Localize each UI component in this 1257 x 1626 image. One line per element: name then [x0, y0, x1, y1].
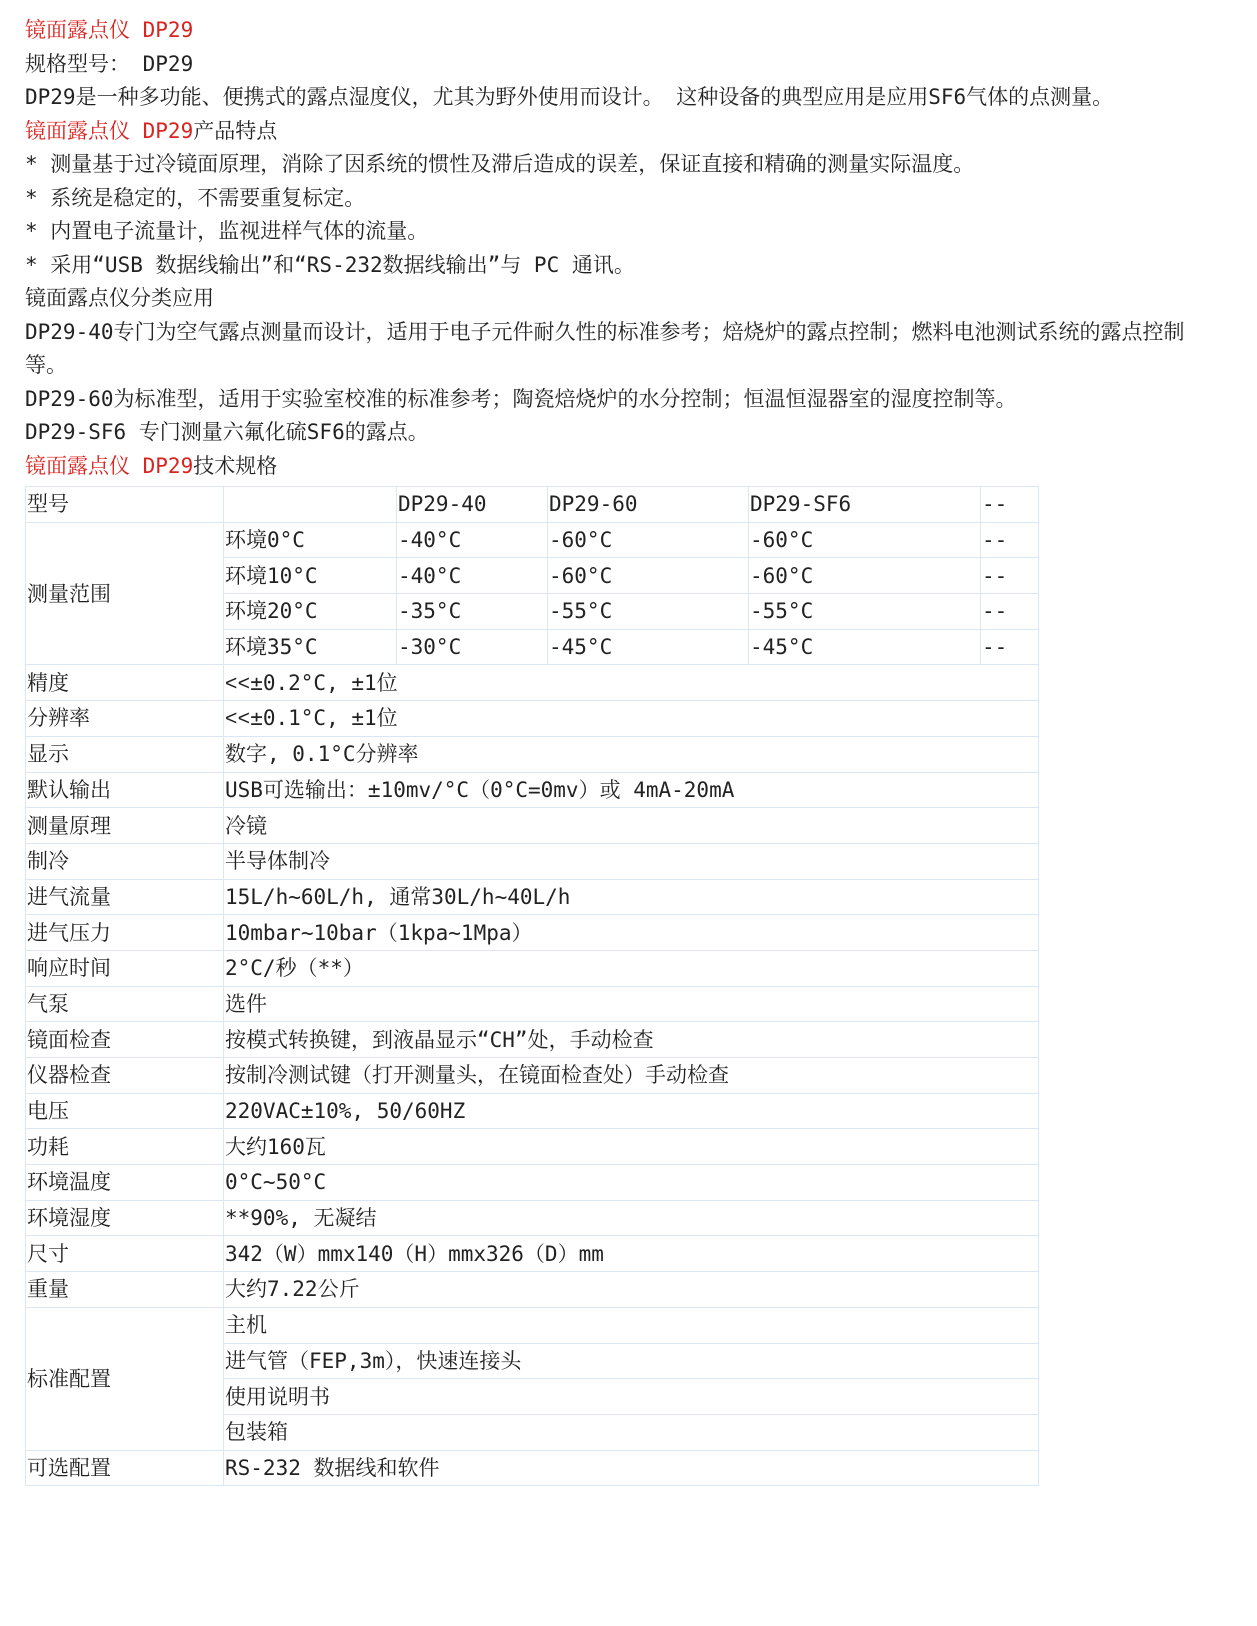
row-label: 测量原理: [26, 808, 224, 844]
row-label: 默认输出: [26, 772, 224, 808]
row-value: ˂˂±0.2°C, ±1位: [224, 665, 1039, 701]
feature-item: * 采用“USB 数据线输出”和“RS-232数据线输出”与 PC 通讯。: [25, 252, 635, 277]
row-value: **90%, 无凝结: [224, 1200, 1039, 1236]
row-value: 大约7.22公斤: [224, 1272, 1039, 1308]
specs-heading-text: 技术规格: [193, 453, 278, 478]
application-item: DP29-60为标准型，适用于实验室校准的标准参考；陶瓷焙烧炉的水分控制；恒温恒湿器室的湿度控制等。: [25, 386, 1017, 411]
table-row: [26, 1165, 1039, 1201]
row-label: 制冷: [26, 843, 224, 879]
spec-table: [25, 486, 1039, 1486]
features-heading-text: 产品特点: [193, 118, 278, 143]
row-value: 10mbar~10bar（1kpa~1Mpa）: [224, 915, 1039, 951]
table-row: [26, 1272, 1039, 1308]
table-row: [26, 1236, 1039, 1272]
row-label: 显示: [26, 736, 224, 772]
range-label-cell: 测量范围: [26, 522, 224, 665]
row-value: 冷镜: [224, 808, 1039, 844]
header-cell: DP29-SF6: [749, 487, 981, 523]
config-item: 进气管（FEP,3m），快速连接头: [224, 1343, 1039, 1379]
header-cell: --: [981, 487, 1039, 523]
table-cell: -60°C: [749, 558, 981, 594]
row-label: 精度: [26, 665, 224, 701]
row-label: 分辨率: [26, 701, 224, 737]
table-cell: -55°C: [749, 594, 981, 630]
table-row: [26, 772, 1039, 808]
table-cell: -60°C: [548, 522, 749, 558]
feature-item: * 内置电子流量计，监视进样气体的流量。: [25, 219, 429, 243]
row-value: 大约160瓦: [224, 1129, 1039, 1165]
table-cell: -45°C: [548, 629, 749, 665]
row-value: 220VAC±10%, 50/60HZ: [224, 1093, 1039, 1129]
table-cell: --: [981, 558, 1039, 594]
table-cell: --: [981, 594, 1039, 630]
row-value: 按制冷测试键（打开测量头，在镜面检查处）手动检查: [224, 1058, 1039, 1094]
feature-item: * 系统是稳定的，不需要重复标定。: [25, 185, 366, 210]
table-cell: -55°C: [548, 594, 749, 630]
row-label: 进气流量: [26, 879, 224, 915]
table-cell: -30°C: [397, 629, 548, 665]
row-label: 重量: [26, 1272, 224, 1308]
table-cell: 环境20°C: [224, 594, 397, 630]
table-cell: -35°C: [397, 594, 548, 630]
table-row: [26, 950, 1039, 986]
table-row: [26, 915, 1039, 951]
table-row: [26, 1093, 1039, 1129]
table-row: [26, 665, 1039, 701]
row-label: 电压: [26, 1093, 224, 1129]
table-row: [26, 1200, 1039, 1236]
table-row: [26, 1058, 1039, 1094]
table-row: [26, 736, 1039, 772]
header-cell: 型号: [26, 487, 224, 523]
row-label: 镜面检查: [26, 1022, 224, 1058]
row-value: 342（W）mmx140（H）mmx326（D）mm: [224, 1236, 1039, 1272]
model-line: 规格型号： DP29: [25, 51, 194, 76]
table-cell: -40°C: [397, 558, 548, 594]
config-item: 主机: [224, 1307, 1039, 1343]
row-label: 响应时间: [26, 950, 224, 986]
table-cell: 环境10°C: [224, 558, 397, 594]
row-value: ˂˂±0.1°C, ±1位: [224, 701, 1039, 737]
table-row: [26, 808, 1039, 844]
table-row: [26, 986, 1039, 1022]
applications-heading: 镜面露点仪分类应用: [25, 286, 214, 310]
table-row: [26, 701, 1039, 737]
row-value: 半导体制冷: [224, 843, 1039, 879]
header-cell: DP29-60: [548, 487, 749, 523]
table-row: [26, 1129, 1039, 1165]
header-cell: DP29-40: [397, 487, 548, 523]
table-cell: 环境0°C: [224, 522, 397, 558]
table-cell: -60°C: [548, 558, 749, 594]
table-cell: 环境35°C: [224, 629, 397, 665]
config-item: 包装箱: [224, 1414, 1039, 1450]
table-cell: --: [981, 629, 1039, 665]
table-cell: -45°C: [749, 629, 981, 665]
table-header-row: [26, 487, 1039, 523]
row-value: 数字, 0.1°C分辨率: [224, 736, 1039, 772]
table-row: [26, 1450, 1039, 1486]
application-item: DP29-40专门为空气露点测量而设计，适用于电子元件耐久性的标准参考；焙烧炉的露点控制；燃料电池测试系统的露点控制等。: [25, 319, 1185, 377]
row-value: 2°C/秒（**）: [224, 950, 1039, 986]
config-label-cell: 标准配置: [26, 1307, 224, 1450]
row-label: 进气压力: [26, 915, 224, 951]
row-label: 环境湿度: [26, 1200, 224, 1236]
row-value: RS-232 数据线和软件: [224, 1450, 1039, 1486]
features-heading: [25, 115, 1232, 149]
table-row: [26, 1022, 1039, 1058]
feature-item: * 测量基于过冷镜面原理，消除了因系统的惯性及滞后造成的误差，保证直接和精确的测量实际温度。: [25, 152, 975, 176]
features-heading-product: 镜面露点仪 DP29: [25, 118, 194, 143]
specs-heading: [25, 450, 1232, 484]
application-item: DP29-SF6 专门测量六氟化硫SF6的露点。: [25, 420, 429, 444]
row-value: 15L/h~60L/h, 通常30L/h~40L/h: [224, 879, 1039, 915]
row-label: 仪器检查: [26, 1058, 224, 1094]
document-title: 镜面露点仪 DP29: [25, 18, 194, 42]
table-cell: -40°C: [397, 522, 548, 558]
row-label: 环境温度: [26, 1165, 224, 1201]
row-value: USB可选输出：±10mv/°C（0°C=0mv）或 4mA-20mA: [224, 772, 1039, 808]
table-row: [26, 843, 1039, 879]
row-label: 尺寸: [26, 1236, 224, 1272]
table-row: [26, 1307, 1039, 1343]
row-label: 可选配置: [26, 1450, 224, 1486]
row-value: 0°C~50°C: [224, 1165, 1039, 1201]
table-cell: -60°C: [749, 522, 981, 558]
specs-heading-product: 镜面露点仪 DP29: [25, 453, 194, 478]
config-item: 使用说明书: [224, 1379, 1039, 1415]
row-value: 选件: [224, 986, 1039, 1022]
table-row: [26, 879, 1039, 915]
row-label: 功耗: [26, 1129, 224, 1165]
table-row: [26, 522, 1039, 558]
header-cell: [224, 487, 397, 523]
intro-paragraph: DP29是一种多功能、便携式的露点湿度仪，尤其为野外使用而设计。 这种设备的典型应用是应用SF6气体的点测量。: [25, 85, 1114, 109]
table-cell: --: [981, 522, 1039, 558]
row-label: 气泵: [26, 986, 224, 1022]
row-value: 按模式转换键，到液晶显示“CH”处，手动检查: [224, 1022, 1039, 1058]
